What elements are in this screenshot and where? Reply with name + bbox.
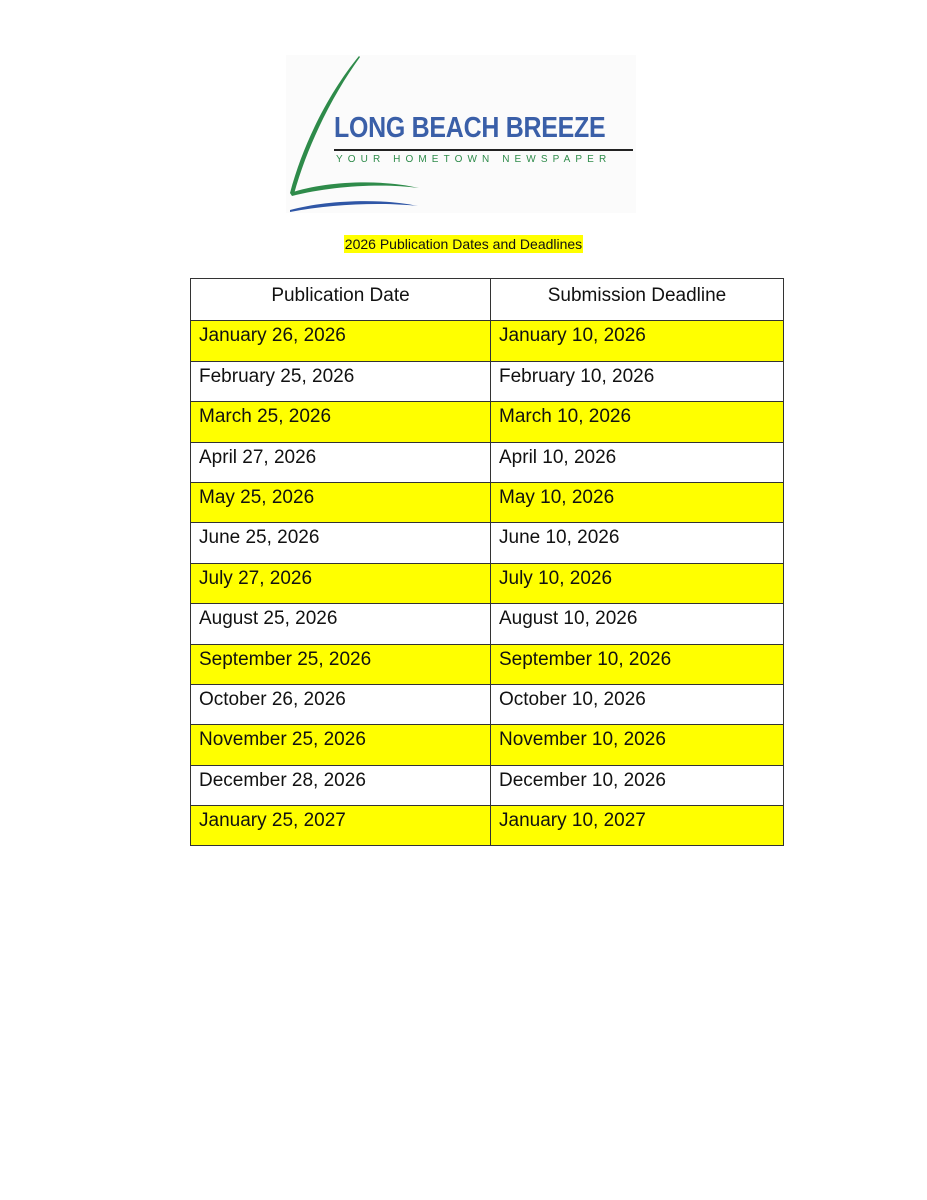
publication-date-cell: July 27, 2026 (191, 563, 491, 603)
table-row (191, 523, 784, 563)
table-header-row (191, 279, 784, 321)
publication-date-cell: December 28, 2026 (191, 765, 491, 805)
submission-deadline-cell: September 10, 2026 (491, 644, 784, 684)
submission-deadline-cell: June 10, 2026 (491, 523, 784, 563)
table-row (191, 765, 784, 805)
publication-date-cell: November 25, 2026 (191, 725, 491, 765)
logo-divider (334, 149, 633, 151)
heading-text: 2026 Publication Dates and Deadlines (344, 236, 583, 252)
submission-deadline-cell: February 10, 2026 (491, 361, 784, 401)
column-header-publication-date: Publication Date (191, 279, 491, 321)
publication-date-cell: August 25, 2026 (191, 604, 491, 644)
publication-date-cell: January 25, 2027 (191, 806, 491, 846)
publication-date-cell: May 25, 2026 (191, 482, 491, 522)
table-row (191, 563, 784, 603)
logo-title: LONG BEACH BREEZE (334, 112, 606, 144)
submission-deadline-cell: April 10, 2026 (491, 442, 784, 482)
publication-date-cell: January 26, 2026 (191, 321, 491, 361)
publication-date-cell: April 27, 2026 (191, 442, 491, 482)
column-header-submission-deadline: Submission Deadline (491, 279, 784, 321)
publication-date-cell: June 25, 2026 (191, 523, 491, 563)
table-row (191, 402, 784, 442)
publication-date-cell: February 25, 2026 (191, 361, 491, 401)
table-row (191, 725, 784, 765)
submission-deadline-cell: January 10, 2027 (491, 806, 784, 846)
submission-deadline-cell: August 10, 2026 (491, 604, 784, 644)
submission-deadline-cell: October 10, 2026 (491, 684, 784, 724)
publication-date-cell: September 25, 2026 (191, 644, 491, 684)
publication-schedule-table (190, 278, 784, 846)
table-row (191, 442, 784, 482)
table-row (191, 604, 784, 644)
table-row (191, 321, 784, 361)
submission-deadline-cell: November 10, 2026 (491, 725, 784, 765)
table-row (191, 361, 784, 401)
submission-deadline-cell: July 10, 2026 (491, 563, 784, 603)
publication-date-cell: October 26, 2026 (191, 684, 491, 724)
publication-date-cell: March 25, 2026 (191, 402, 491, 442)
submission-deadline-cell: January 10, 2026 (491, 321, 784, 361)
newspaper-logo (286, 55, 636, 213)
table-row (191, 644, 784, 684)
table-row (191, 806, 784, 846)
submission-deadline-cell: May 10, 2026 (491, 482, 784, 522)
document-heading (0, 235, 927, 253)
logo-tagline: YOUR HOMETOWN NEWSPAPER (336, 154, 612, 165)
table-row (191, 482, 784, 522)
submission-deadline-cell: March 10, 2026 (491, 402, 784, 442)
submission-deadline-cell: December 10, 2026 (491, 765, 784, 805)
table-row (191, 684, 784, 724)
